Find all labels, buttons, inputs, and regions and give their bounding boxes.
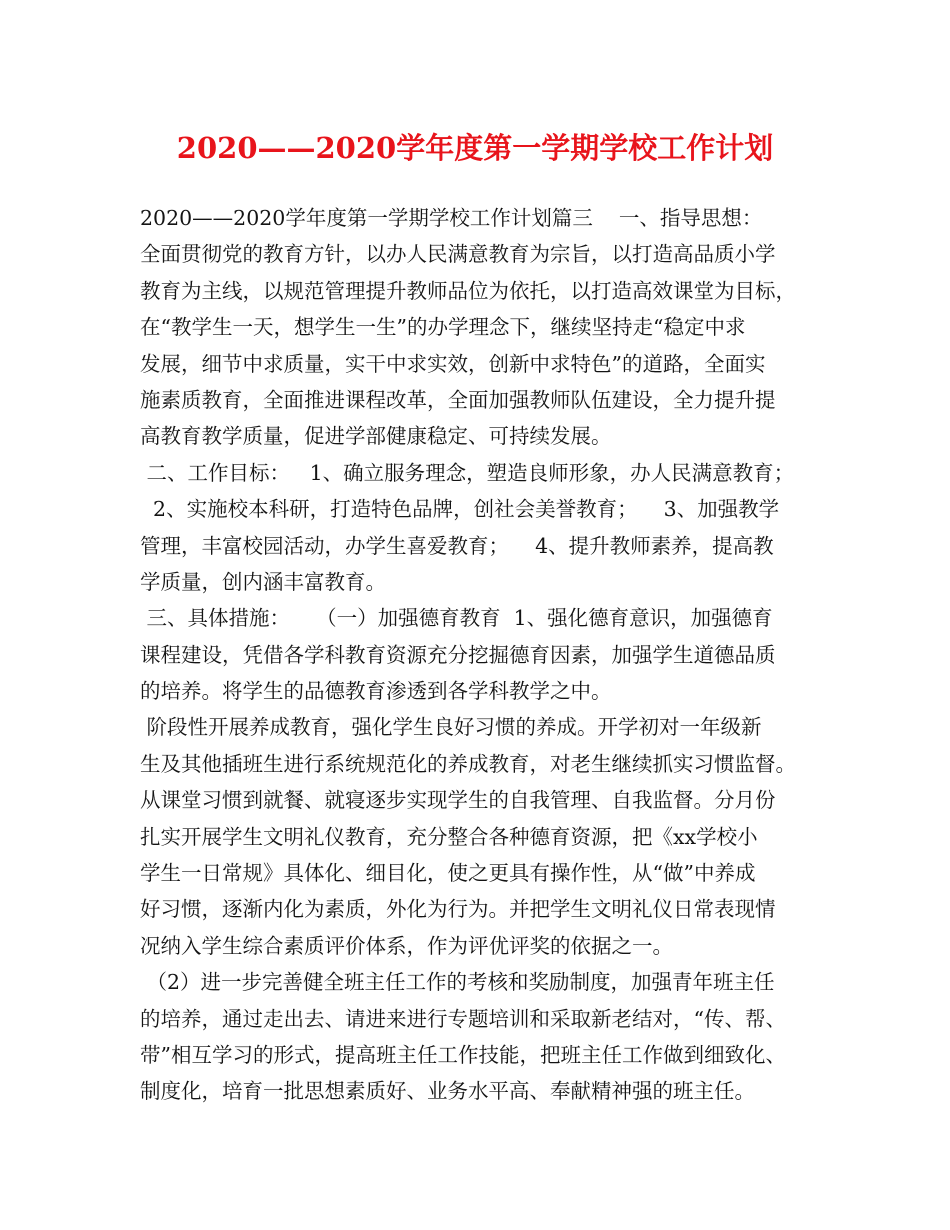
text-line: 2、实施校本科研，打造特色品牌，创社会美誉教育； 3、加强教学 [140, 497, 780, 522]
document-body [140, 200, 830, 1110]
text-line: 三、具体措施： （一）加强德育教育 1、强化德育意识，加强德育 [140, 606, 773, 631]
text-line: 管理，丰富校园活动，办学生喜爱教育； 4、提升教师素养，提高教 [140, 533, 774, 558]
text-line: 的培养，通过走出去、请进来进行专题培训和采取新老结对，“传、帮、 [140, 1006, 786, 1031]
text-line: 学生一日常规》具体化、细目化，使之更具有操作性，从“做”中养成 [140, 861, 756, 886]
text-line: 生及其他插班生进行系统规范化的养成教育，对老生继续抓实习惯监督。 [140, 751, 796, 776]
text-line: 扎实开展学生文明礼仪教育，充分整合各种德育资源，把《xx学校小 [140, 824, 758, 849]
text-line: 制度化，培育一批思想素质好、业务水平高、奉献精神强的班主任。 [140, 1079, 755, 1104]
text-line: 从课堂习惯到就餐、就寝逐步实现学生的自我管理、自我监督。分月份 [140, 788, 776, 813]
text-line: （2）进一步完善健全班主任工作的考核和奖励制度，加强青年班主任 [140, 970, 775, 995]
text-line: 全面贯彻党的教育方针，以办人民满意教育为宗旨，以打造高品质小学 [140, 242, 776, 267]
text-line: 好习惯，逐渐内化为素质，外化为行为。并把学生文明礼仪日常表现情 [140, 897, 776, 922]
text-line: 带”相互学习的形式，提高班主任工作技能，把班主任工作做到细致化、 [140, 1042, 786, 1067]
text-line: 发展，细节中求质量，实干中求实效，创新中求特色”的道路，全面实 [140, 351, 766, 376]
text-line: 课程建设，凭借各学科教育资源充分挖掘德育因素，加强学生道德品质 [140, 642, 776, 667]
document-title: 2020——2020学年度第一学期学校工作计划 [176, 131, 774, 165]
text-line: 在“教学生一天，想学生一生”的办学理念下，继续坚持走“稳定中求 [140, 315, 746, 340]
text-line: 况纳入学生综合素质评价体系，作为评优评奖的依据之一。 [140, 933, 673, 958]
text-line: 的培养。将学生的品德教育渗透到各学科教学之中。 [140, 679, 612, 704]
text-line: 二、工作目标： 1、确立服务理念，塑造良师形象，办人民满意教育； [140, 460, 795, 485]
text-line: 学质量，创内涵丰富教育。 [140, 569, 386, 594]
text-line: 施素质教育，全面推进课程改革，全面加强教师队伍建设，全力提升提 [140, 387, 776, 412]
text-line: 2020——2020学年度第一学期学校工作计划篇三 一、指导思想： [140, 206, 763, 230]
text-line: 阶段性开展养成教育，强化学生良好习惯的养成。开学初对一年级新 [140, 715, 762, 740]
text-line: 高教育教学质量，促进学部健康稳定、可持续发展。 [140, 424, 612, 449]
text-line: 教育为主线，以规范管理提升教师品位为依托，以打造高效课堂为目标， [140, 278, 796, 303]
